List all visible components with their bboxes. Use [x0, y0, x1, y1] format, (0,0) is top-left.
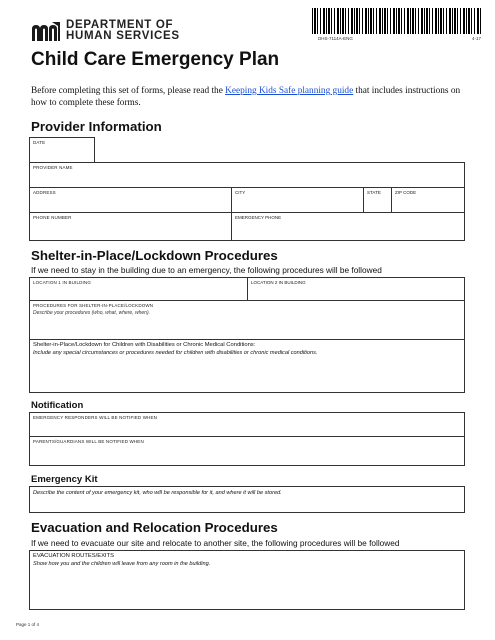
date-field[interactable]	[29, 137, 95, 163]
emergency-phone-label: EMERGENCY PHONE	[235, 215, 282, 220]
notification-heading: Notification	[31, 400, 84, 411]
state-label: STATE	[367, 190, 381, 195]
divider	[363, 188, 364, 212]
divider	[231, 188, 232, 212]
department-name	[66, 20, 180, 42]
address-row	[29, 187, 465, 213]
evacuation-routes-instruction: Show how you and the children will leave from any room in the building.	[33, 561, 211, 567]
shelter-procedures-instruction: Describe your procedures (who, what, where, when).	[33, 310, 150, 316]
intro-text-after: that includes instructions on how to complete these forms.	[31, 86, 461, 108]
evacuation-routes-label: EVACUATION ROUTES/EXITS	[33, 553, 114, 559]
responders-notified-label: EMERGENCY RESPONDERS WILL BE NOTIFIED WHEN	[33, 415, 158, 420]
form-revision-date: 4-17	[472, 36, 482, 41]
emergency-kit-field[interactable]	[29, 486, 465, 513]
divider	[391, 188, 392, 212]
parents-notified-label: PARENTS/GUARDIANS WILL BE NOTIFIED WHEN	[33, 439, 144, 444]
minnesota-logo-icon	[31, 20, 61, 42]
address-label: ADDRESS	[33, 190, 56, 195]
location-2-label: LOCATION 2 IN BUILDING	[251, 280, 306, 285]
divider	[231, 213, 232, 240]
department-line-2: HUMAN SERVICES	[66, 30, 180, 42]
shelter-disabilities-label: Shelter-in-Place/Lockdown for Children with Disabilities or Chronic Medical Conditions:	[33, 342, 256, 348]
provider-information-heading: Provider Information	[31, 119, 162, 134]
form-code: DHS-7114A-ENG	[318, 36, 353, 41]
planning-guide-link[interactable]: Keeping Kids Safe planning guide	[225, 86, 354, 96]
parents-notified-field[interactable]	[29, 436, 465, 466]
dhs-logo	[31, 20, 180, 42]
page-title: Child Care Emergency Plan	[31, 49, 280, 70]
shelter-disabilities-instruction: Include any special circumstances or procedures needed for children with disabilities or chronic medical conditions.	[33, 350, 318, 356]
phone-number-label: PHONE NUMBER	[33, 215, 72, 220]
shelter-disabilities-field[interactable]	[29, 339, 465, 393]
page-number: Page 1 of 4	[16, 622, 40, 627]
shelter-in-place-heading: Shelter-in-Place/Lockdown Procedures	[31, 248, 278, 263]
locations-row	[29, 277, 465, 301]
responders-notified-field[interactable]	[29, 412, 465, 437]
shelter-procedures-field[interactable]	[29, 300, 465, 340]
evacuation-subheading: If we need to evacuate our site and relocate to another site, the following procedures will be followed	[31, 538, 400, 548]
evacuation-heading: Evacuation and Relocation Procedures	[31, 520, 278, 535]
emergency-kit-heading: Emergency Kit	[31, 474, 98, 485]
department-line-1: DEPARTMENT OF	[66, 19, 174, 31]
provider-name-label: PROVIDER NAME	[33, 165, 73, 170]
city-label: CITY	[235, 190, 246, 195]
shelter-subheading: If we need to stay in the building due to an emergency, the following procedures will be followed	[31, 265, 382, 275]
date-label: DATE	[33, 140, 46, 145]
emergency-kit-instruction: Describe the content of your emergency kit, who will be responsible for it, and where it will be stored.	[33, 490, 282, 496]
evacuation-routes-field[interactable]	[29, 550, 465, 610]
provider-name-field[interactable]	[29, 162, 465, 188]
intro-text-before: Before completing this set of forms, please read the	[31, 86, 226, 96]
shelter-procedures-label: PROCEDURES FOR SHELTER-IN-PLACE/LOCKDOWN	[33, 303, 154, 308]
phone-row	[29, 212, 465, 241]
barcode	[312, 8, 482, 34]
zip-code-label: ZIP CODE	[395, 190, 417, 195]
intro-paragraph	[31, 86, 471, 109]
location-1-label: LOCATION 1 IN BUILDING	[33, 280, 91, 285]
divider	[247, 278, 248, 300]
